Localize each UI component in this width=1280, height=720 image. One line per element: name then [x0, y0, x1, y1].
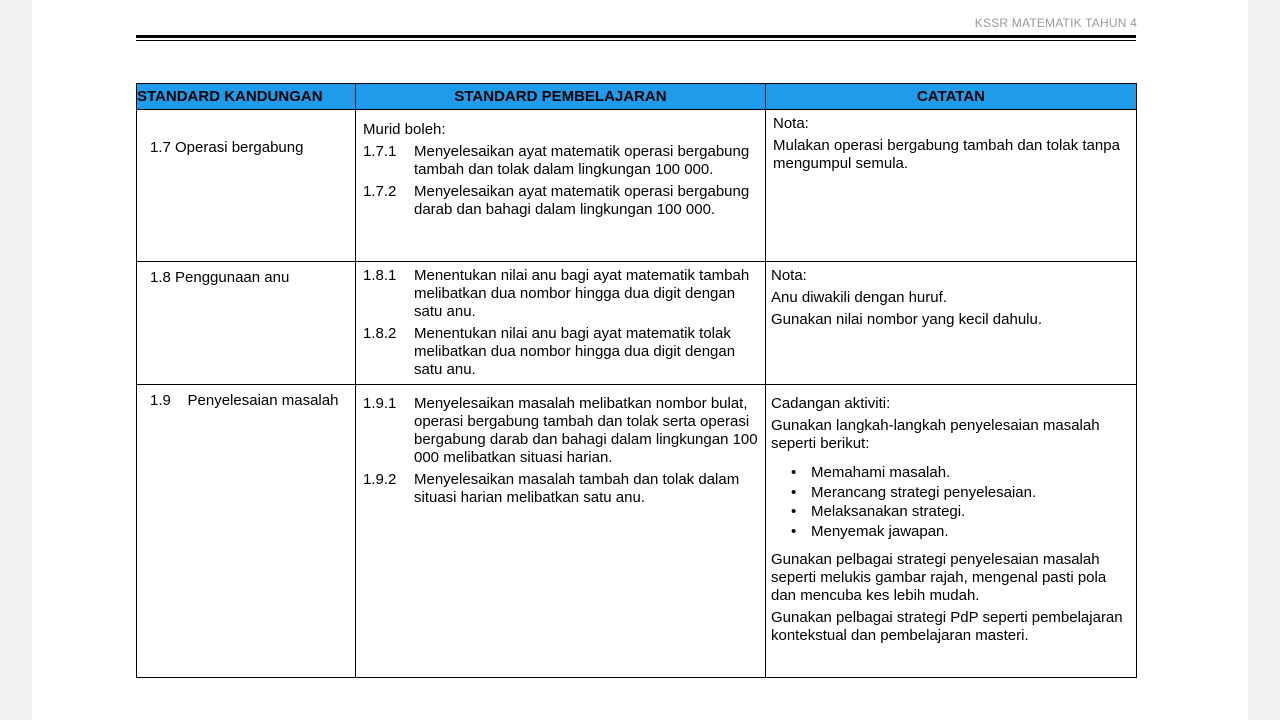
- learning-standard-item: [363, 143, 759, 179]
- kandungan-title: 1.8 Penggunaan anu: [150, 269, 290, 286]
- learning-standard-item: [363, 395, 759, 467]
- header-catatan: CATATAN: [766, 84, 1137, 110]
- note-text: Gunakan pelbagai strategi PdP seperti pembelajaran kontekstual dan pembelajaran masteri.: [771, 609, 1123, 644]
- table-header-row: [137, 84, 1137, 110]
- kandungan-cell: [137, 262, 356, 385]
- kandungan-cell: [137, 385, 356, 678]
- item-text: Menyelesaikan ayat matematik operasi bergabung tambah dan tolak dalam lingkungan 100 000.: [414, 143, 750, 178]
- item-number: 1.8.2: [363, 325, 397, 342]
- table-row: [137, 385, 1137, 678]
- curriculum-table: [136, 83, 1137, 678]
- note-label: Nota:: [773, 115, 809, 132]
- pembelajaran-cell: [356, 262, 766, 385]
- note-text: Mulakan operasi bergabung tambah dan tolak tanpa mengumpul semula.: [773, 137, 1120, 172]
- item-text: Menyelesaikan masalah melibatkan nombor bulat, operasi bergabung tambah dan tolak serta operasi bergabung darab dan bahagi dalam lingkungan 100 000 melibatkan situasi harian.: [414, 395, 758, 466]
- header-standard-kandungan: STANDARD KANDUNGAN: [137, 84, 356, 110]
- kandungan-title: 1.9 Penyelesaian masalah: [150, 392, 339, 409]
- steps-list: [771, 463, 1130, 541]
- kandungan-title: 1.7 Operasi bergabung: [150, 139, 304, 156]
- list-item: • Melaksanakan strategi.: [811, 502, 1130, 522]
- item-number: 1.7.1: [363, 143, 397, 160]
- item-text: Menyelesaikan masalah tambah dan tolak dalam situasi harian melibatkan satu anu.: [414, 471, 740, 506]
- note-text: Gunakan nilai nombor yang kecil dahulu.: [771, 311, 1043, 328]
- note-label: Nota:: [771, 267, 807, 284]
- table-row: [137, 262, 1137, 385]
- note-text: Anu diwakili dengan huruf.: [771, 289, 947, 306]
- kandungan-cell: [137, 110, 356, 262]
- header-rule-thick: [136, 35, 1136, 38]
- pembelajaran-cell: [356, 385, 766, 678]
- note-text: Gunakan pelbagai strategi penyelesaian masalah seperti melukis gambar rajah, mengenal pasti pola dan mencuba kes lebih mudah.: [771, 551, 1107, 604]
- item-number: 1.7.2: [363, 183, 397, 200]
- learning-standard-item: [363, 325, 759, 379]
- note-label: Cadangan aktiviti:: [771, 395, 891, 412]
- list-item: • Menyemak jawapan.: [811, 522, 1130, 542]
- document-page: [32, 0, 1248, 720]
- catatan-cell: [766, 110, 1137, 262]
- item-text: Menentukan nilai anu bagi ayat matematik tambah melibatkan dua nombor hingga dua digit dengan satu anu.: [414, 267, 750, 320]
- learning-standard-item: [363, 183, 759, 219]
- item-number: 1.8.1: [363, 267, 397, 284]
- learning-standard-item: [363, 471, 759, 507]
- list-item: • Memahami masalah.: [811, 463, 1130, 483]
- list-item: • Merancang strategi penyelesaian.: [811, 483, 1130, 503]
- header-rule-thin: [136, 40, 1136, 41]
- note-text: Gunakan langkah-langkah penyelesaian masalah seperti berikut:: [771, 417, 1100, 452]
- catatan-cell: [766, 262, 1137, 385]
- pembelajaran-cell: [356, 110, 766, 262]
- item-text: Menyelesaikan ayat matematik operasi bergabung darab dan bahagi dalam lingkungan 100 000.: [414, 183, 750, 218]
- item-number: 1.9.1: [363, 395, 397, 412]
- item-text: Menentukan nilai anu bagi ayat matematik tolak melibatkan dua nombor hingga dua digit dengan satu anu.: [414, 325, 736, 378]
- intro-text: Murid boleh:: [363, 121, 446, 138]
- header-standard-pembelajaran: STANDARD PEMBELAJARAN: [356, 84, 766, 110]
- learning-standard-item: [363, 267, 759, 321]
- catatan-cell: [766, 385, 1137, 678]
- table-row: [137, 110, 1137, 262]
- running-header: KSSR MATEMATIK TAHUN 4: [974, 16, 1137, 30]
- item-number: 1.9.2: [363, 471, 397, 488]
